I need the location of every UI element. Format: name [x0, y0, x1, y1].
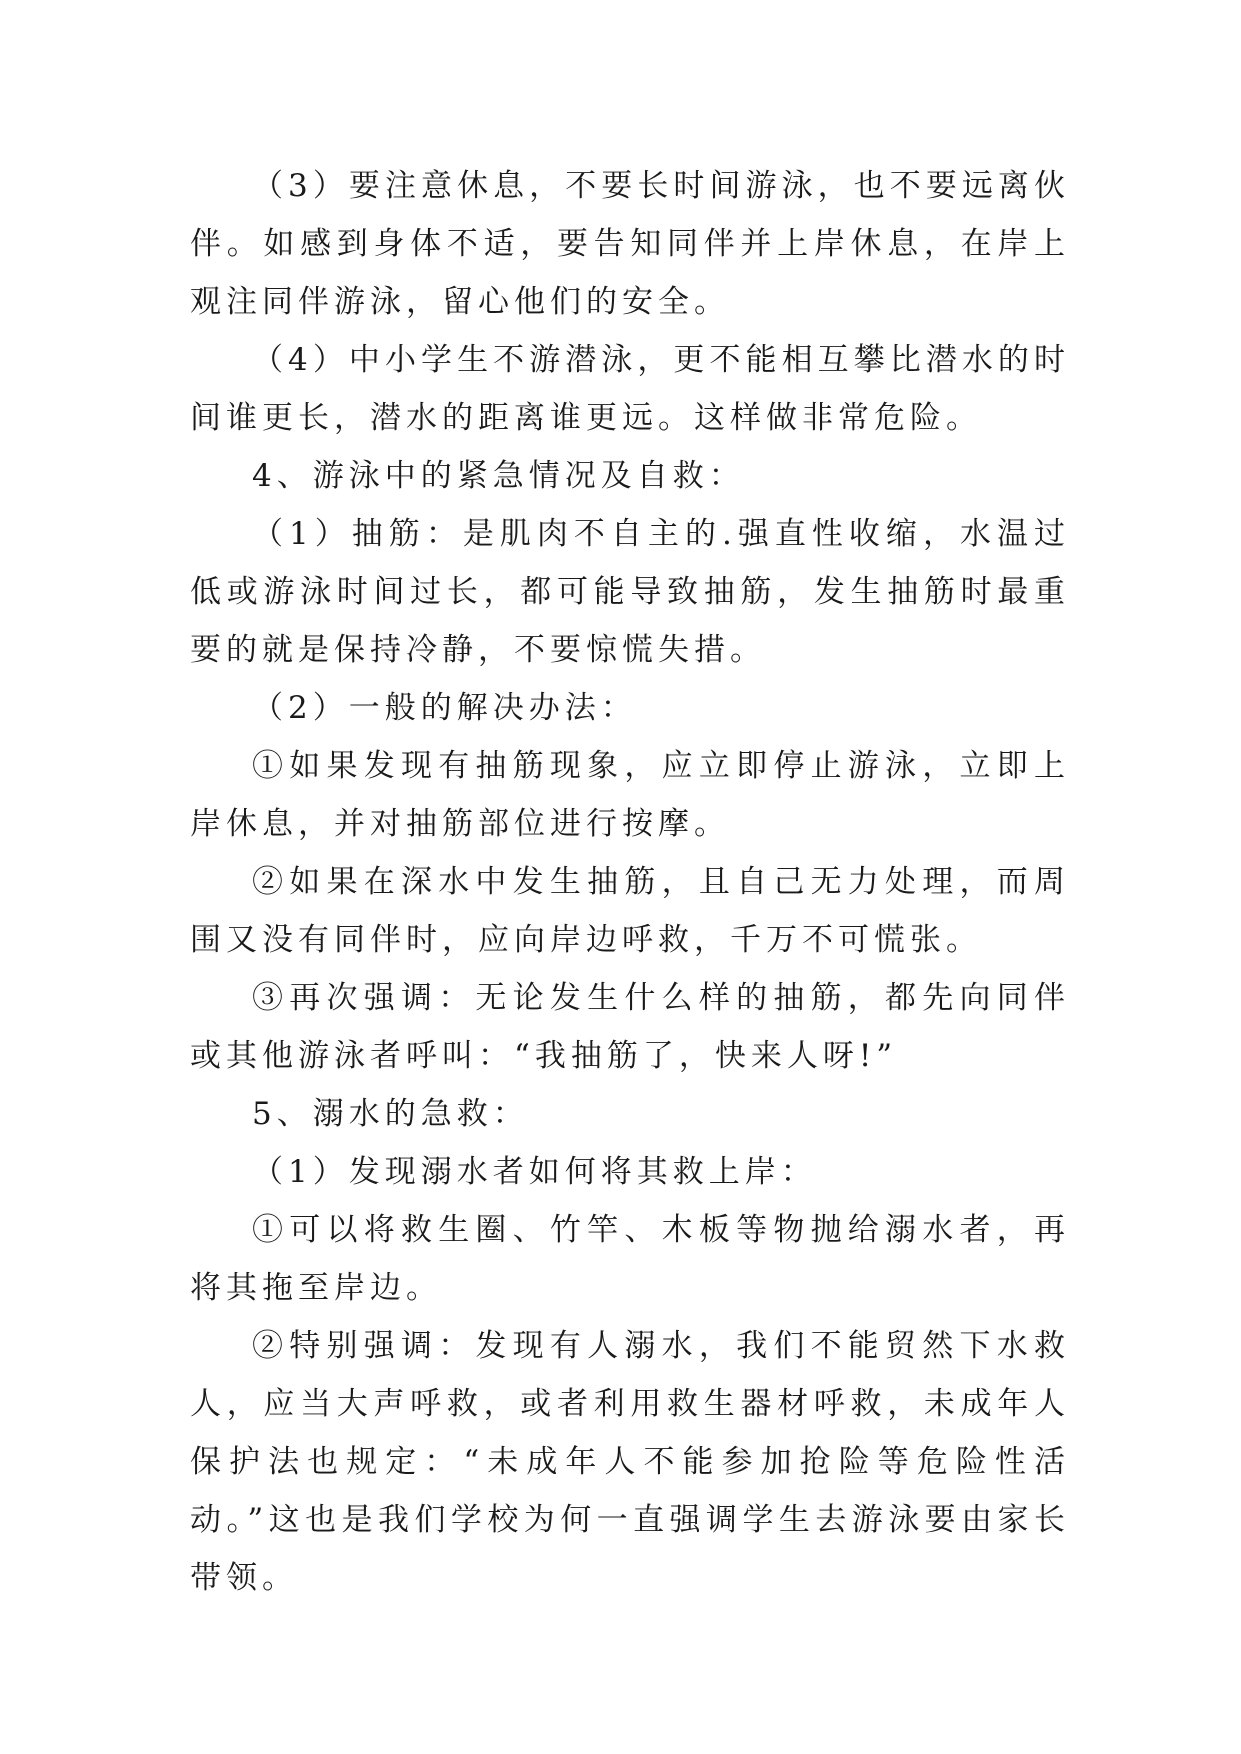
section-heading-emergencies: 4、游泳中的紧急情况及自救： — [252, 458, 745, 494]
subheading-rescue-to-shore: （1）发现溺水者如何将其救上岸： — [252, 1154, 817, 1190]
document-body — [190, 157, 1070, 1607]
paragraph-cramp-definition: （1）抽筋：是肌肉不自主的.强直性收缩，水温过低或游泳时间过长，都可能导致抽筋，发生抽筋时最重要的就是保持冷静，不要惊慌失措。 — [190, 516, 1070, 668]
paragraph-cramp-solution-1: ①如果发现有抽筋现象，应立即停止游泳，立即上岸休息，并对抽筋部位进行按摩。 — [190, 748, 1070, 842]
section-heading-drowning-first-aid: 5、溺水的急救： — [252, 1096, 529, 1132]
paragraph-cramp-solution-3: ③再次强调：无论发生什么样的抽筋，都先向同伴或其他游泳者呼叫：“我抽筋了，快来人呀!” — [190, 980, 1070, 1074]
subheading-general-solutions: （2）一般的解决办法： — [252, 690, 637, 726]
paragraph-rescue-method-2: ②特别强调：发现有人溺水，我们不能贸然下水救人，应当大声呼救，或者利用救生器材呼救，未成年人保护法也规定：“未成年人不能参加抢险等危险性活动。”这也是我们学校为何一直强调学生去游泳要由家长带领。 — [190, 1328, 1070, 1596]
paragraph-rescue-method-1: ①可以将救生圈、竹竿、木板等物抛给溺水者，再将其拖至岸边。 — [190, 1212, 1070, 1306]
paragraph-cramp-solution-2: ②如果在深水中发生抽筋，且自己无力处理，而周围又没有同伴时，应向岸边呼救，千万不可慌张。 — [190, 864, 1070, 958]
paragraph-rest-tip: （3）要注意休息，不要长时间游泳，也不要远离伙伴。如感到身体不适，要告知同伴并上岸休息，在岸上观注同伴游泳，留心他们的安全。 — [190, 168, 1070, 320]
paragraph-no-diving-tip: （4）中小学生不游潜泳，更不能相互攀比潜水的时间谁更长，潜水的距离谁更远。这样做非常危险。 — [190, 342, 1070, 436]
